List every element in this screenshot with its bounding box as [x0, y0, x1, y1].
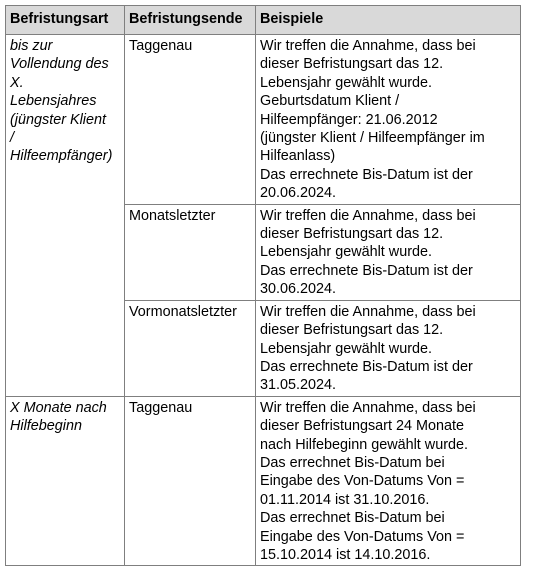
type-line: Vollendung des: [10, 56, 109, 73]
example-line: 15.10.2014 ist 14.10.2016.: [260, 546, 431, 563]
header-befristungsende: Befristungsende: [125, 6, 256, 35]
type-line: X.: [10, 74, 24, 91]
example-line: Das errechnete Bis-Datum ist der: [260, 358, 473, 375]
befristung-table: [5, 5, 521, 566]
befristungsende-cell: Taggenau: [125, 35, 256, 205]
befristungsart-cell: [6, 35, 125, 397]
header-beispiele: Beispiele: [256, 6, 521, 35]
example-line: Das errechnet Bis-Datum bei: [260, 510, 445, 527]
example-line: 20.06.2024.: [260, 185, 337, 202]
example-line: dieser Befristungsart 24 Monate: [260, 418, 464, 435]
type-line: /: [10, 130, 14, 147]
example-line: Hilfeanlass): [260, 148, 336, 165]
example-line: (jüngster Klient / Hilfeempfänger im: [260, 130, 485, 147]
header-row: [6, 6, 521, 35]
example-line: Eingabe des Von-Datums Von =: [260, 528, 465, 545]
beispiel-cell: [256, 35, 521, 205]
type-line: X Monate nach: [10, 399, 107, 416]
befristungsende-cell: Taggenau: [125, 396, 256, 566]
example-line: Wir treffen die Annahme, dass bei: [260, 399, 476, 416]
beispiel-cell: [256, 300, 521, 396]
beispiel-cell: [256, 204, 521, 300]
example-line: Lebensjahr gewählt wurde.: [260, 74, 432, 91]
example-line: Das errechnet Bis-Datum bei: [260, 454, 445, 471]
example-line: dieser Befristungsart das 12.: [260, 226, 444, 243]
example-line: dieser Befristungsart das 12.: [260, 322, 444, 339]
example-line: 01.11.2014 ist 31.10.2016.: [260, 491, 430, 508]
example-line: 31.05.2024.: [260, 377, 337, 394]
example-line: dieser Befristungsart das 12.: [260, 56, 444, 73]
example-line: Das errechnete Bis-Datum ist der: [260, 262, 473, 279]
example-line: Eingabe des Von-Datums Von =: [260, 473, 465, 490]
befristungsende-cell: Vormonatsletzter: [125, 300, 256, 396]
example-line: 30.06.2024.: [260, 281, 337, 298]
table-row: [6, 396, 521, 566]
example-line: Wir treffen die Annahme, dass bei: [260, 38, 476, 54]
table-row: [6, 35, 521, 205]
befristungsende-cell: Monatsletzter: [125, 204, 256, 300]
example-line: nach Hilfebeginn gewählt wurde.: [260, 436, 468, 453]
example-line: Hilfeempfänger: 21.06.2012: [260, 111, 438, 128]
befristungsart-cell: [6, 396, 125, 566]
type-line: Hilfeempfänger): [10, 148, 113, 165]
example-line: Lebensjahr gewählt wurde.: [260, 340, 432, 357]
example-line: Geburtsdatum Klient /: [260, 93, 400, 110]
example-line: Wir treffen die Annahme, dass bei: [260, 303, 476, 320]
beispiel-cell: [256, 396, 521, 566]
type-line: Hilfebeginn: [10, 418, 83, 435]
example-line: Wir treffen die Annahme, dass bei: [260, 207, 476, 224]
example-line: Lebensjahr gewählt wurde.: [260, 244, 432, 261]
example-line: Das errechnete Bis-Datum ist der: [260, 166, 473, 183]
header-befristungsart: Befristungsart: [6, 6, 125, 35]
type-line: bis zur: [10, 38, 53, 54]
type-line: Lebensjahres: [10, 93, 97, 110]
type-line: (jüngster Klient: [10, 111, 106, 128]
